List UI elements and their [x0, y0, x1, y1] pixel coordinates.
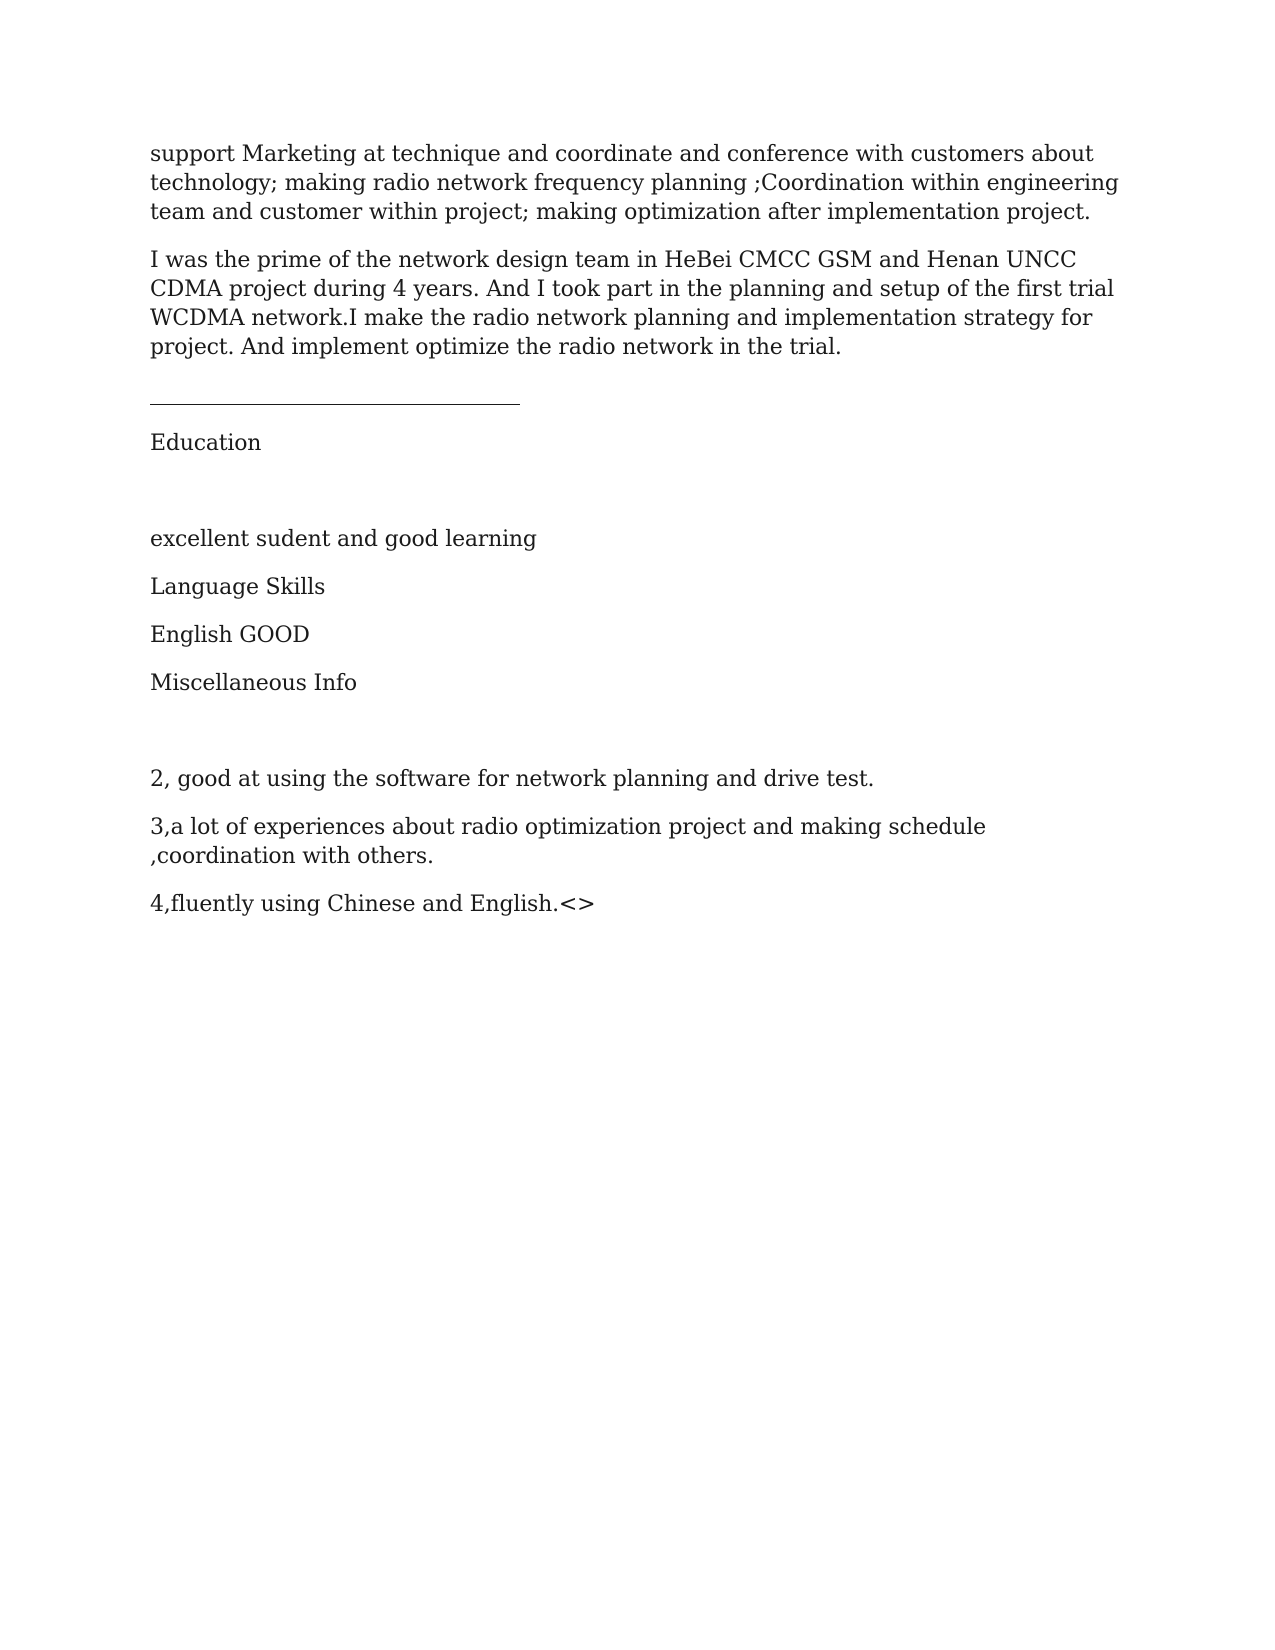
misc-heading: Miscellaneous Info [150, 671, 357, 696]
empty-line [150, 477, 1125, 506]
experience-paragraph-2: I was the prime of the network design team in HeBei CMCC GSM and Henan UNCC CDMA project during 4 years. And I took part in the planning and setup of the first trial WCDMA network.I make the radio network planning and implementation strategy for project. And implement optimize the radio network in the trial. [150, 248, 1114, 360]
divider-line [150, 404, 520, 405]
misc-item: 4,fluently using Chinese and English.<> [150, 892, 596, 917]
language-heading: Language Skills [150, 575, 326, 600]
education-text: excellent sudent and good learning [150, 527, 537, 552]
section-divider [150, 381, 1125, 410]
education-heading: Education [150, 431, 262, 456]
misc-item: 2, good at using the software for network planning and drive test. [150, 767, 875, 792]
empty-line [150, 717, 1125, 746]
misc-item: 3,a lot of experiences about radio optimization project and making schedule ,coordination with others. [150, 815, 986, 869]
experience-paragraph-1: support Marketing at technique and coordinate and conference with customers about technology; making radio network frequency planning ;Coordination within engineering team and customer within project; making optimization after implementation project. [150, 142, 1119, 225]
language-text: English GOOD [150, 623, 310, 648]
document-body [150, 140, 1125, 938]
